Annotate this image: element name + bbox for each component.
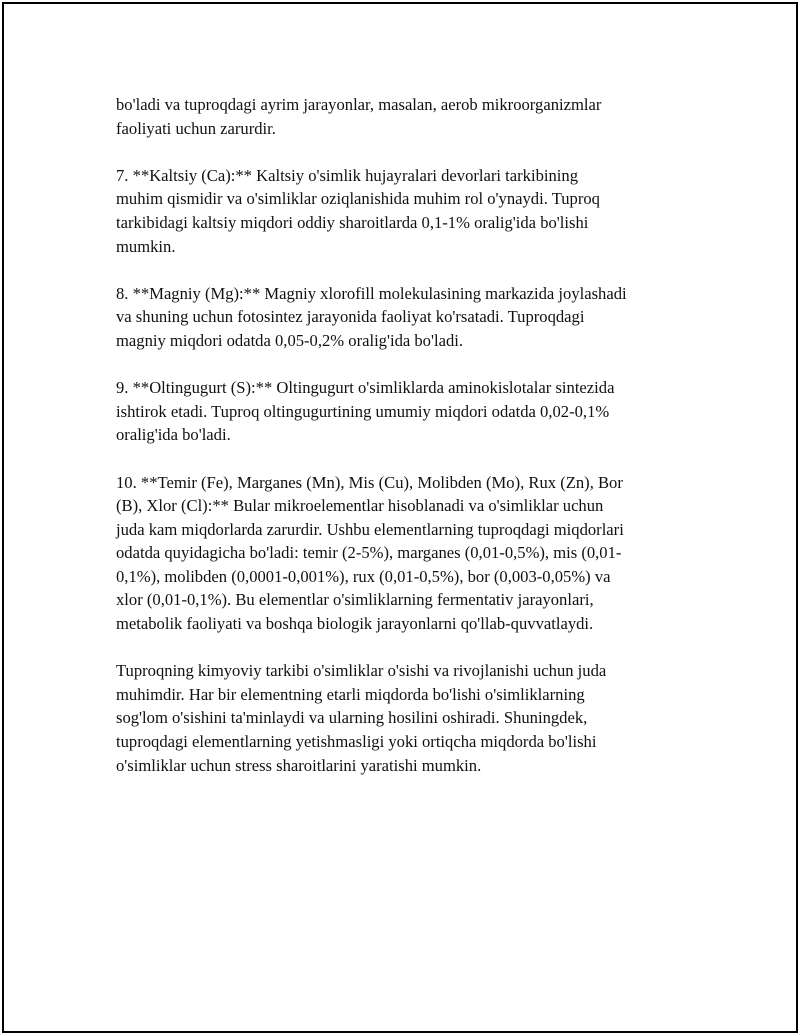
paragraph-kaltsiy [116,164,696,258]
text-line: 9. **Oltingugurt (S):** Oltingugurt o'simliklarda aminokislotalar sintezida [116,378,615,398]
text-line: 10. **Temir (Fe), Marganes (Mn), Mis (Cu), Molibden (Mo), Rux (Zn), Bor [116,472,623,492]
text-line: 8. **Magniy (Mg):** Magniy xlorofill molekulasining markazida joylashadi [116,283,627,303]
paragraph-continuation [116,93,696,140]
text-line: magniy miqdori odatda 0,05-0,2% oralig'ida bo'ladi. [116,330,464,350]
text-line: mumkin. [116,236,176,256]
paragraph-magniy [116,282,696,353]
text-line: muhim qismidir va o'simliklar oziqlanishida muhim rol o'ynaydi. Tuproq [116,189,600,209]
text-line: juda kam miqdorlarda zarurdir. Ushbu elementlarning tuproqdagi miqdorlari [116,519,624,539]
text-line: oralig'ida bo'ladi. [116,425,231,445]
text-line: faoliyati uchun zarurdir. [116,118,276,138]
text-line: odatda quyidagicha bo'ladi: temir (2-5%), marganes (0,01-0,5%), mis (0,01- [116,543,622,563]
paragraph-oltingugurt [116,376,696,447]
text-line: 0,1%), molibden (0,0001-0,001%), rux (0,01-0,5%), bor (0,003-0,05%) va [116,566,611,586]
document-body [116,93,696,801]
text-line: (B), Xlor (Cl):** Bular mikroelementlar hisoblanadi va o'simliklar uchun [116,496,604,516]
text-line: ishtirok etadi. Tuproq oltingugurtining umumiy miqdori odatda 0,02-0,1% [116,401,610,421]
text-line: o'simliklar uchun stress sharoitlarini yaratishi mumkin. [116,755,482,775]
paragraph-conclusion [116,659,696,777]
text-line: xlor (0,01-0,1%). Bu elementlar o'simliklarning fermentativ jarayonlari, [116,590,594,610]
text-line: muhimdir. Har bir elementning etarli miqdorda bo'lishi o'simliklarning [116,684,585,704]
text-line: bo'ladi va tuproqdagi ayrim jarayonlar, masalan, aerob mikroorganizmlar [116,95,602,114]
text-line: tuproqdagi elementlarning yetishmasligi yoki ortiqcha miqdorda bo'lishi [116,732,597,752]
text-line: metabolik faoliyati va boshqa biologik jarayonlarni qo'llab-quvvatlaydi. [116,614,594,634]
paragraph-mikroelementlar [116,471,696,636]
text-line: 7. **Kaltsiy (Ca):** Kaltsiy o'simlik hujayralari devorlari tarkibining [116,165,578,185]
text-line: tarkibidagi kaltsiy miqdori oddiy sharoitlarda 0,1-1% oralig'ida bo'lishi [116,212,589,232]
text-line: Tuproqning kimyoviy tarkibi o'simliklar o'sishi va rivojlanishi uchun juda [116,661,607,681]
text-line: sog'lom o'sishini ta'minlaydi va ularning hosilini oshiradi. Shuningdek, [116,708,588,728]
text-line: va shuning uchun fotosintez jarayonida faoliyat ko'rsatadi. Tuproqdagi [116,307,585,327]
